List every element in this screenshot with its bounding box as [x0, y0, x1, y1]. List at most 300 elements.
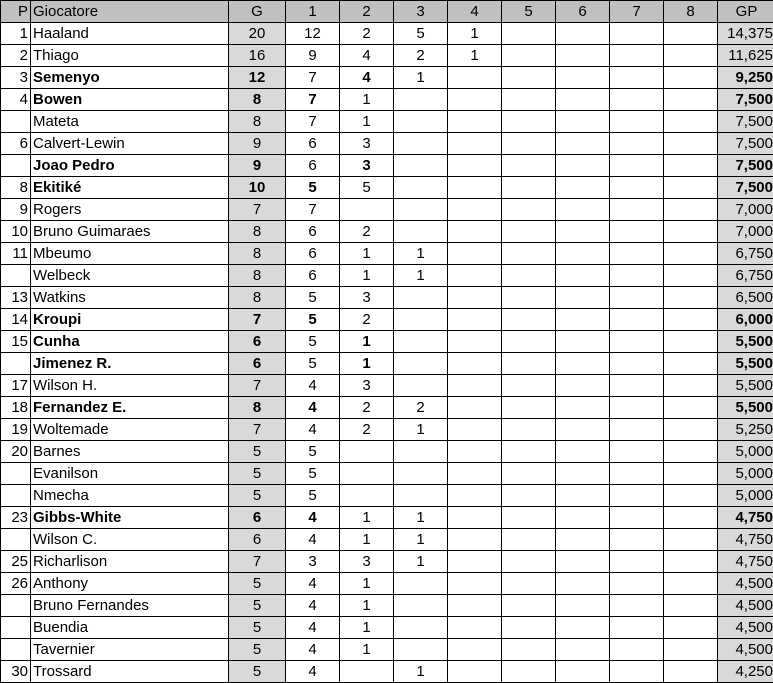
cell-col-1[interactable]: 4 [286, 661, 340, 683]
cell-col-5[interactable] [502, 639, 556, 661]
cell-col-5[interactable] [502, 199, 556, 221]
cell-col-7[interactable] [610, 617, 664, 639]
cell-col-4[interactable] [448, 287, 502, 309]
cell-col-8[interactable] [664, 573, 718, 595]
cell-col-5[interactable] [502, 529, 556, 551]
cell-col-5[interactable] [502, 111, 556, 133]
cell-col-7[interactable] [610, 529, 664, 551]
cell-col-1[interactable]: 5 [286, 353, 340, 375]
cell-gp[interactable]: 7,500 [718, 111, 773, 133]
cell-position[interactable]: 19 [1, 419, 31, 441]
cell-col-7[interactable] [610, 419, 664, 441]
cell-col-4[interactable] [448, 309, 502, 331]
cell-player-name[interactable]: Barnes [31, 441, 229, 463]
cell-g[interactable]: 5 [229, 573, 286, 595]
cell-col-5[interactable] [502, 309, 556, 331]
cell-col-8[interactable] [664, 397, 718, 419]
cell-col-2[interactable]: 1 [340, 507, 394, 529]
cell-gp[interactable]: 7,000 [718, 199, 773, 221]
cell-g[interactable]: 6 [229, 331, 286, 353]
cell-g[interactable]: 7 [229, 375, 286, 397]
header-col-7[interactable]: 7 [610, 1, 664, 23]
cell-col-5[interactable] [502, 221, 556, 243]
header-col-2[interactable]: 2 [340, 1, 394, 23]
cell-position[interactable]: 14 [1, 309, 31, 331]
cell-col-4[interactable] [448, 89, 502, 111]
cell-gp[interactable]: 6,000 [718, 309, 773, 331]
cell-col-8[interactable] [664, 45, 718, 67]
cell-position[interactable]: 17 [1, 375, 31, 397]
cell-col-1[interactable]: 6 [286, 221, 340, 243]
cell-col-4[interactable] [448, 551, 502, 573]
cell-position[interactable] [1, 155, 31, 177]
cell-col-7[interactable] [610, 221, 664, 243]
cell-player-name[interactable]: Tavernier [31, 639, 229, 661]
cell-col-8[interactable] [664, 463, 718, 485]
cell-player-name[interactable]: Trossard [31, 661, 229, 683]
cell-col-2[interactable]: 4 [340, 45, 394, 67]
cell-col-4[interactable] [448, 419, 502, 441]
cell-col-8[interactable] [664, 353, 718, 375]
cell-col-8[interactable] [664, 221, 718, 243]
cell-col-5[interactable] [502, 353, 556, 375]
cell-col-8[interactable] [664, 375, 718, 397]
cell-gp[interactable]: 7,500 [718, 177, 773, 199]
cell-col-7[interactable] [610, 199, 664, 221]
cell-col-4[interactable] [448, 199, 502, 221]
cell-col-4[interactable] [448, 221, 502, 243]
header-g[interactable]: G [229, 1, 286, 23]
cell-gp[interactable]: 6,750 [718, 243, 773, 265]
cell-col-3[interactable]: 1 [394, 551, 448, 573]
header-col-4[interactable]: 4 [448, 1, 502, 23]
cell-col-7[interactable] [610, 243, 664, 265]
cell-gp[interactable]: 9,250 [718, 67, 773, 89]
cell-player-name[interactable]: Buendia [31, 617, 229, 639]
cell-col-4[interactable] [448, 639, 502, 661]
cell-col-6[interactable] [556, 617, 610, 639]
header-player[interactable]: Giocatore [31, 1, 229, 23]
cell-col-3[interactable]: 1 [394, 419, 448, 441]
cell-col-2[interactable]: 1 [340, 617, 394, 639]
cell-gp[interactable]: 5,500 [718, 353, 773, 375]
cell-col-5[interactable] [502, 375, 556, 397]
cell-col-8[interactable] [664, 199, 718, 221]
cell-col-3[interactable] [394, 375, 448, 397]
cell-col-3[interactable]: 2 [394, 45, 448, 67]
cell-col-5[interactable] [502, 67, 556, 89]
cell-col-4[interactable] [448, 485, 502, 507]
cell-position[interactable]: 8 [1, 177, 31, 199]
cell-col-4[interactable] [448, 67, 502, 89]
cell-col-6[interactable] [556, 67, 610, 89]
cell-g[interactable]: 5 [229, 485, 286, 507]
cell-position[interactable] [1, 529, 31, 551]
header-col-5[interactable]: 5 [502, 1, 556, 23]
cell-position[interactable]: 13 [1, 287, 31, 309]
cell-player-name[interactable]: Kroupi [31, 309, 229, 331]
cell-col-5[interactable] [502, 595, 556, 617]
cell-player-name[interactable]: Cunha [31, 331, 229, 353]
cell-col-2[interactable]: 2 [340, 309, 394, 331]
cell-col-7[interactable] [610, 463, 664, 485]
cell-col-6[interactable] [556, 485, 610, 507]
cell-col-1[interactable]: 12 [286, 23, 340, 45]
cell-col-5[interactable] [502, 551, 556, 573]
cell-col-2[interactable]: 1 [340, 111, 394, 133]
cell-g[interactable]: 20 [229, 23, 286, 45]
cell-gp[interactable]: 6,750 [718, 265, 773, 287]
cell-g[interactable]: 8 [229, 111, 286, 133]
cell-player-name[interactable]: Fernandez E. [31, 397, 229, 419]
cell-col-2[interactable]: 1 [340, 243, 394, 265]
cell-player-name[interactable]: Gibbs-White [31, 507, 229, 529]
cell-col-5[interactable] [502, 661, 556, 683]
cell-col-5[interactable] [502, 617, 556, 639]
cell-gp[interactable]: 7,500 [718, 155, 773, 177]
cell-col-8[interactable] [664, 309, 718, 331]
cell-col-4[interactable] [448, 265, 502, 287]
cell-col-1[interactable]: 4 [286, 595, 340, 617]
cell-col-7[interactable] [610, 595, 664, 617]
cell-col-7[interactable] [610, 397, 664, 419]
cell-position[interactable] [1, 463, 31, 485]
cell-col-8[interactable] [664, 331, 718, 353]
cell-col-1[interactable]: 4 [286, 375, 340, 397]
cell-position[interactable] [1, 353, 31, 375]
cell-col-8[interactable] [664, 617, 718, 639]
cell-col-8[interactable] [664, 661, 718, 683]
cell-gp[interactable]: 7,500 [718, 89, 773, 111]
cell-col-1[interactable]: 4 [286, 573, 340, 595]
header-col-6[interactable]: 6 [556, 1, 610, 23]
cell-player-name[interactable]: Bowen [31, 89, 229, 111]
cell-player-name[interactable]: Thiago [31, 45, 229, 67]
cell-col-4[interactable] [448, 573, 502, 595]
cell-gp[interactable]: 5,000 [718, 485, 773, 507]
cell-player-name[interactable]: Woltemade [31, 419, 229, 441]
cell-col-2[interactable]: 1 [340, 573, 394, 595]
cell-player-name[interactable]: Mbeumo [31, 243, 229, 265]
cell-col-2[interactable]: 2 [340, 397, 394, 419]
cell-col-6[interactable] [556, 111, 610, 133]
cell-position[interactable]: 30 [1, 661, 31, 683]
cell-player-name[interactable]: Evanilson [31, 463, 229, 485]
cell-col-7[interactable] [610, 177, 664, 199]
cell-col-3[interactable] [394, 177, 448, 199]
cell-col-1[interactable]: 4 [286, 419, 340, 441]
cell-g[interactable]: 6 [229, 507, 286, 529]
cell-col-8[interactable] [664, 507, 718, 529]
cell-col-5[interactable] [502, 331, 556, 353]
cell-position[interactable]: 2 [1, 45, 31, 67]
cell-gp[interactable]: 4,500 [718, 639, 773, 661]
cell-col-4[interactable] [448, 111, 502, 133]
cell-position[interactable]: 26 [1, 573, 31, 595]
cell-col-4[interactable] [448, 243, 502, 265]
cell-gp[interactable]: 4,750 [718, 551, 773, 573]
cell-col-3[interactable] [394, 353, 448, 375]
cell-col-8[interactable] [664, 243, 718, 265]
cell-col-3[interactable] [394, 639, 448, 661]
cell-col-3[interactable] [394, 199, 448, 221]
cell-col-8[interactable] [664, 485, 718, 507]
cell-col-3[interactable] [394, 485, 448, 507]
cell-col-8[interactable] [664, 67, 718, 89]
cell-gp[interactable]: 5,250 [718, 419, 773, 441]
cell-col-4[interactable] [448, 375, 502, 397]
cell-gp[interactable]: 4,750 [718, 507, 773, 529]
cell-player-name[interactable]: Watkins [31, 287, 229, 309]
cell-position[interactable] [1, 595, 31, 617]
cell-col-7[interactable] [610, 375, 664, 397]
cell-col-7[interactable] [610, 507, 664, 529]
cell-col-1[interactable]: 7 [286, 89, 340, 111]
cell-col-7[interactable] [610, 661, 664, 683]
cell-col-8[interactable] [664, 265, 718, 287]
cell-col-3[interactable] [394, 221, 448, 243]
cell-col-6[interactable] [556, 287, 610, 309]
cell-g[interactable]: 5 [229, 595, 286, 617]
cell-col-8[interactable] [664, 133, 718, 155]
cell-col-2[interactable]: 1 [340, 529, 394, 551]
cell-col-8[interactable] [664, 155, 718, 177]
cell-position[interactable] [1, 639, 31, 661]
cell-g[interactable]: 7 [229, 199, 286, 221]
cell-col-6[interactable] [556, 661, 610, 683]
cell-col-6[interactable] [556, 507, 610, 529]
cell-col-6[interactable] [556, 45, 610, 67]
cell-g[interactable]: 5 [229, 463, 286, 485]
cell-col-5[interactable] [502, 89, 556, 111]
cell-col-6[interactable] [556, 265, 610, 287]
cell-col-7[interactable] [610, 89, 664, 111]
cell-col-3[interactable]: 2 [394, 397, 448, 419]
header-position[interactable]: P [1, 1, 31, 23]
cell-col-1[interactable]: 7 [286, 67, 340, 89]
cell-g[interactable]: 7 [229, 309, 286, 331]
cell-col-7[interactable] [610, 551, 664, 573]
cell-col-3[interactable]: 1 [394, 67, 448, 89]
header-col-1[interactable]: 1 [286, 1, 340, 23]
cell-gp[interactable]: 5,000 [718, 463, 773, 485]
cell-gp[interactable]: 5,500 [718, 331, 773, 353]
cell-col-5[interactable] [502, 45, 556, 67]
cell-g[interactable]: 9 [229, 133, 286, 155]
cell-col-2[interactable]: 3 [340, 551, 394, 573]
cell-position[interactable]: 9 [1, 199, 31, 221]
cell-col-4[interactable] [448, 331, 502, 353]
cell-col-3[interactable] [394, 331, 448, 353]
cell-col-8[interactable] [664, 177, 718, 199]
cell-col-2[interactable]: 3 [340, 375, 394, 397]
cell-player-name[interactable]: Anthony [31, 573, 229, 595]
cell-position[interactable]: 1 [1, 23, 31, 45]
cell-col-6[interactable] [556, 529, 610, 551]
cell-g[interactable]: 6 [229, 529, 286, 551]
cell-col-1[interactable]: 4 [286, 397, 340, 419]
cell-col-8[interactable] [664, 89, 718, 111]
cell-position[interactable]: 15 [1, 331, 31, 353]
cell-player-name[interactable]: Bruno Fernandes [31, 595, 229, 617]
cell-position[interactable]: 3 [1, 67, 31, 89]
cell-col-7[interactable] [610, 133, 664, 155]
cell-col-6[interactable] [556, 309, 610, 331]
cell-col-6[interactable] [556, 89, 610, 111]
cell-col-3[interactable] [394, 133, 448, 155]
cell-col-3[interactable] [394, 89, 448, 111]
header-col-3[interactable]: 3 [394, 1, 448, 23]
cell-g[interactable]: 5 [229, 661, 286, 683]
cell-col-3[interactable]: 1 [394, 507, 448, 529]
cell-col-5[interactable] [502, 23, 556, 45]
cell-col-2[interactable]: 1 [340, 265, 394, 287]
cell-g[interactable]: 16 [229, 45, 286, 67]
cell-col-5[interactable] [502, 287, 556, 309]
cell-col-1[interactable]: 6 [286, 265, 340, 287]
cell-player-name[interactable]: Bruno Guimaraes [31, 221, 229, 243]
cell-col-4[interactable] [448, 133, 502, 155]
cell-player-name[interactable]: Wilson H. [31, 375, 229, 397]
cell-col-1[interactable]: 5 [286, 463, 340, 485]
cell-col-2[interactable] [340, 441, 394, 463]
cell-col-3[interactable]: 1 [394, 265, 448, 287]
cell-col-5[interactable] [502, 485, 556, 507]
cell-col-1[interactable]: 4 [286, 507, 340, 529]
cell-col-3[interactable]: 1 [394, 661, 448, 683]
cell-col-2[interactable]: 4 [340, 67, 394, 89]
cell-col-2[interactable]: 2 [340, 419, 394, 441]
cell-g[interactable]: 8 [229, 397, 286, 419]
cell-col-7[interactable] [610, 265, 664, 287]
cell-g[interactable]: 5 [229, 617, 286, 639]
cell-col-2[interactable]: 2 [340, 221, 394, 243]
cell-col-7[interactable] [610, 67, 664, 89]
cell-col-3[interactable] [394, 617, 448, 639]
cell-col-5[interactable] [502, 155, 556, 177]
cell-col-3[interactable] [394, 441, 448, 463]
cell-col-5[interactable] [502, 441, 556, 463]
cell-col-7[interactable] [610, 573, 664, 595]
cell-col-3[interactable]: 1 [394, 243, 448, 265]
cell-col-6[interactable] [556, 639, 610, 661]
cell-col-4[interactable] [448, 441, 502, 463]
cell-col-2[interactable] [340, 463, 394, 485]
cell-position[interactable]: 25 [1, 551, 31, 573]
cell-col-4[interactable] [448, 595, 502, 617]
cell-col-7[interactable] [610, 287, 664, 309]
cell-col-2[interactable]: 1 [340, 331, 394, 353]
cell-col-4[interactable]: 1 [448, 23, 502, 45]
cell-col-1[interactable]: 4 [286, 639, 340, 661]
cell-col-5[interactable] [502, 573, 556, 595]
cell-col-6[interactable] [556, 573, 610, 595]
cell-g[interactable]: 8 [229, 243, 286, 265]
cell-g[interactable]: 9 [229, 155, 286, 177]
cell-col-1[interactable]: 5 [286, 331, 340, 353]
cell-col-1[interactable]: 5 [286, 287, 340, 309]
cell-col-8[interactable] [664, 23, 718, 45]
cell-position[interactable]: 20 [1, 441, 31, 463]
cell-player-name[interactable]: Welbeck [31, 265, 229, 287]
cell-col-7[interactable] [610, 45, 664, 67]
cell-gp[interactable]: 7,500 [718, 133, 773, 155]
cell-col-4[interactable] [448, 507, 502, 529]
cell-col-8[interactable] [664, 595, 718, 617]
cell-col-1[interactable]: 7 [286, 111, 340, 133]
cell-col-5[interactable] [502, 265, 556, 287]
cell-player-name[interactable]: Rogers [31, 199, 229, 221]
cell-col-3[interactable] [394, 287, 448, 309]
cell-col-1[interactable]: 6 [286, 243, 340, 265]
cell-col-8[interactable] [664, 287, 718, 309]
cell-col-1[interactable]: 6 [286, 155, 340, 177]
cell-col-3[interactable] [394, 309, 448, 331]
cell-col-6[interactable] [556, 177, 610, 199]
cell-col-6[interactable] [556, 397, 610, 419]
cell-gp[interactable]: 14,375 [718, 23, 773, 45]
cell-gp[interactable]: 5,500 [718, 375, 773, 397]
cell-g[interactable]: 7 [229, 551, 286, 573]
cell-col-2[interactable]: 1 [340, 639, 394, 661]
cell-player-name[interactable]: Calvert-Lewin [31, 133, 229, 155]
cell-col-8[interactable] [664, 529, 718, 551]
cell-g[interactable]: 8 [229, 287, 286, 309]
cell-col-3[interactable] [394, 111, 448, 133]
cell-col-1[interactable]: 5 [286, 177, 340, 199]
cell-col-8[interactable] [664, 419, 718, 441]
cell-position[interactable]: 10 [1, 221, 31, 243]
cell-col-5[interactable] [502, 177, 556, 199]
cell-col-1[interactable]: 9 [286, 45, 340, 67]
cell-col-2[interactable]: 3 [340, 133, 394, 155]
cell-g[interactable]: 5 [229, 441, 286, 463]
cell-position[interactable] [1, 111, 31, 133]
cell-col-7[interactable] [610, 639, 664, 661]
cell-col-1[interactable]: 4 [286, 617, 340, 639]
cell-col-4[interactable] [448, 529, 502, 551]
cell-g[interactable]: 6 [229, 353, 286, 375]
cell-col-1[interactable]: 5 [286, 485, 340, 507]
cell-col-6[interactable] [556, 441, 610, 463]
cell-col-4[interactable] [448, 661, 502, 683]
cell-col-3[interactable] [394, 155, 448, 177]
cell-col-7[interactable] [610, 155, 664, 177]
cell-position[interactable]: 18 [1, 397, 31, 419]
cell-col-1[interactable]: 6 [286, 133, 340, 155]
cell-gp[interactable]: 4,500 [718, 617, 773, 639]
cell-col-7[interactable] [610, 441, 664, 463]
cell-col-2[interactable]: 2 [340, 23, 394, 45]
cell-col-6[interactable] [556, 419, 610, 441]
cell-g[interactable]: 8 [229, 221, 286, 243]
cell-g[interactable]: 5 [229, 639, 286, 661]
cell-col-6[interactable] [556, 463, 610, 485]
cell-col-6[interactable] [556, 353, 610, 375]
cell-col-1[interactable]: 3 [286, 551, 340, 573]
cell-position[interactable] [1, 617, 31, 639]
cell-col-6[interactable] [556, 155, 610, 177]
cell-player-name[interactable]: Semenyo [31, 67, 229, 89]
cell-position[interactable] [1, 265, 31, 287]
cell-col-6[interactable] [556, 23, 610, 45]
cell-col-3[interactable] [394, 595, 448, 617]
cell-col-6[interactable] [556, 221, 610, 243]
cell-col-6[interactable] [556, 375, 610, 397]
cell-gp[interactable]: 11,625 [718, 45, 773, 67]
cell-col-4[interactable] [448, 155, 502, 177]
cell-col-1[interactable]: 5 [286, 441, 340, 463]
